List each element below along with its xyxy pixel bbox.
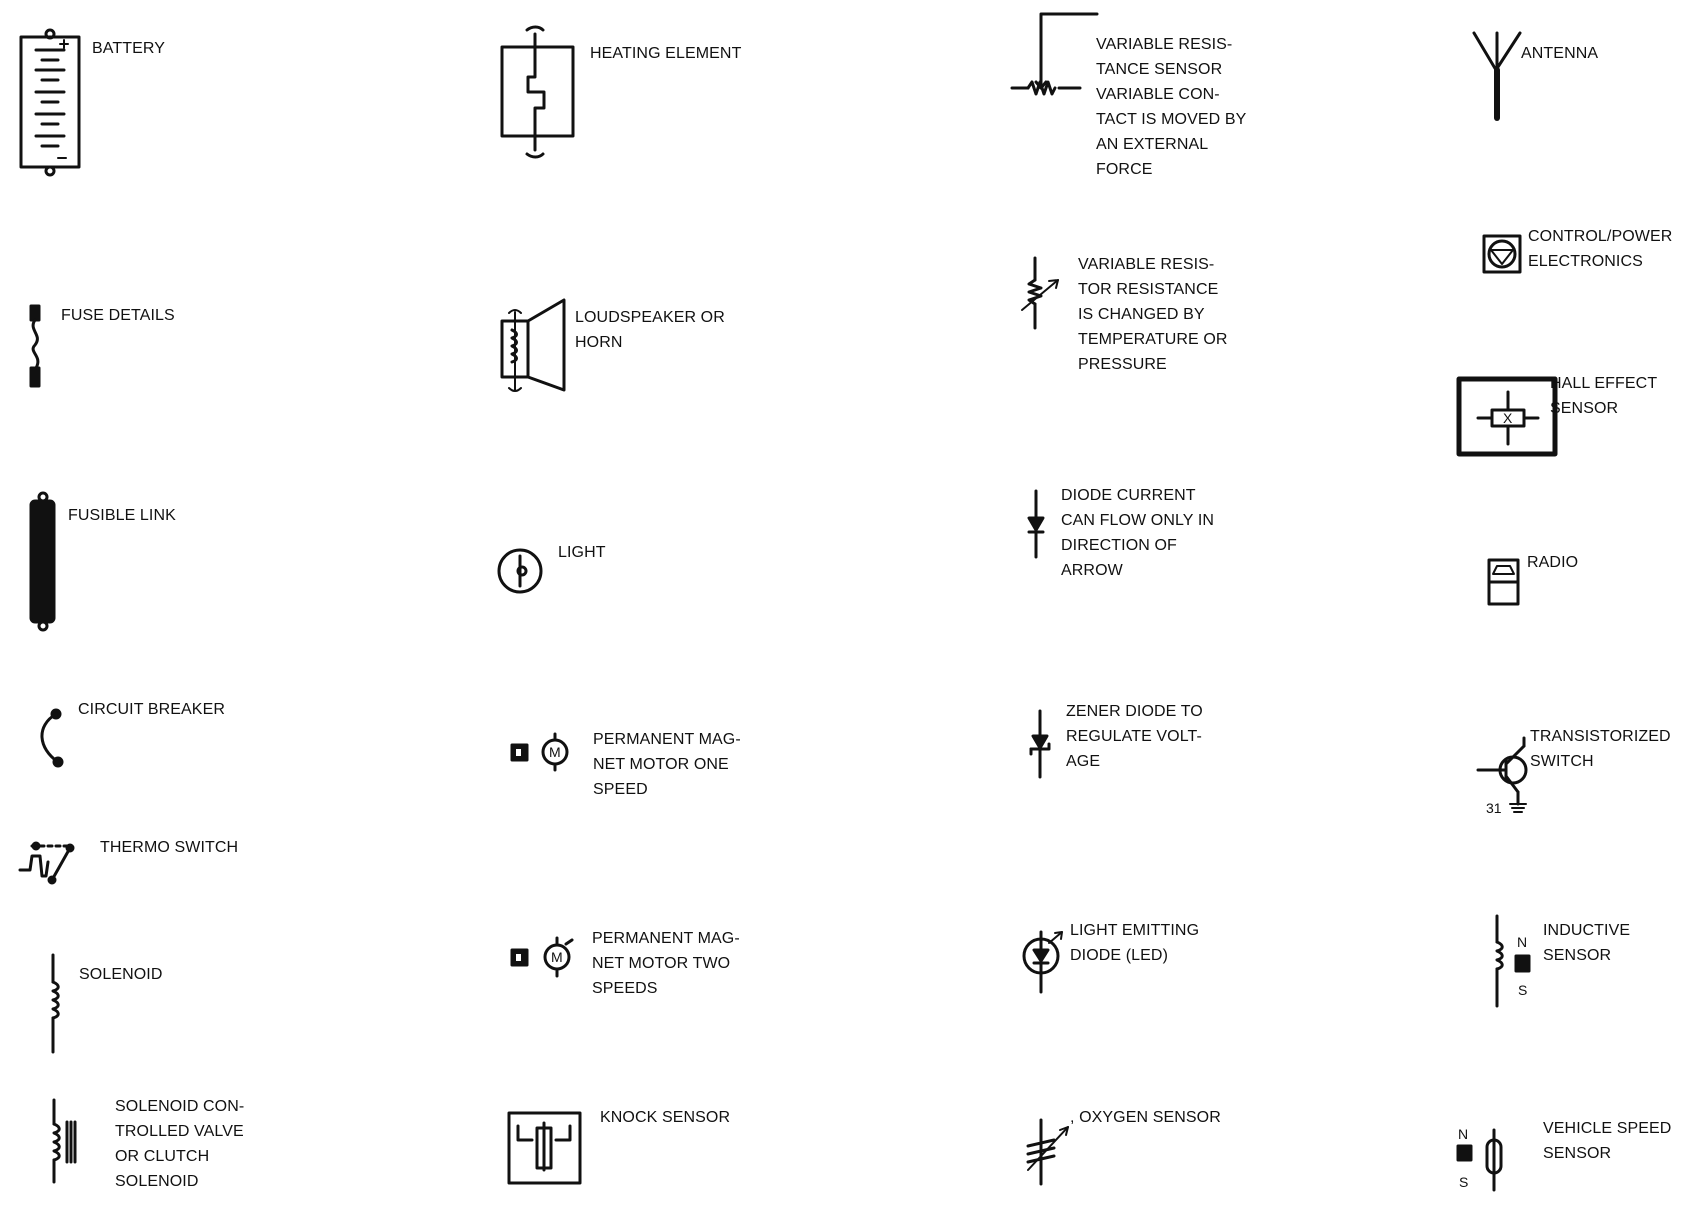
solenoid-symbol bbox=[53, 955, 58, 1052]
inductive-sensor-label: INDUCTIVE SENSOR bbox=[1543, 922, 1631, 964]
transistorized-switch-symbol bbox=[1478, 738, 1526, 816]
inductive-south-label: S bbox=[1518, 982, 1528, 998]
antenna-symbol bbox=[1474, 33, 1520, 118]
ground-terminal-label: 31 bbox=[1486, 800, 1502, 816]
knock-sensor-label: KNOCK SENSOR bbox=[600, 1109, 731, 1126]
light-symbol bbox=[499, 550, 541, 592]
led-label: LIGHT EMITTING DIODE (LED) bbox=[1070, 922, 1200, 964]
diode-symbol bbox=[1029, 491, 1043, 557]
radio-symbol bbox=[1489, 560, 1518, 604]
solenoid-valve-label: SOLENOID CON- TROLLED VALVE OR CLUTCH SOLENOID bbox=[115, 1098, 245, 1190]
transistorized-switch-label: TRANSISTORIZED SWITCH bbox=[1530, 728, 1671, 770]
vss-north-label: N bbox=[1458, 1126, 1469, 1142]
oxygen-sensor-symbol bbox=[1028, 1120, 1068, 1184]
control-power-electronics-symbol bbox=[1484, 236, 1520, 272]
inductive-north-label: N bbox=[1517, 934, 1528, 950]
inductive-sensor-symbol bbox=[1497, 916, 1529, 1006]
light-label: LIGHT bbox=[558, 544, 606, 561]
antenna-label: ANTENNA bbox=[1521, 45, 1599, 62]
thermo-switch-label: THERMO SWITCH bbox=[100, 839, 239, 856]
vss-south-label: S bbox=[1459, 1174, 1469, 1190]
pm-motor-one-speed-label: PERMANENT MAG- NET MOTOR ONE SPEED bbox=[593, 731, 741, 798]
hall-effect-sensor-symbol bbox=[1459, 379, 1555, 454]
hall-letter: X bbox=[1503, 410, 1513, 426]
fusible-link-label: FUSIBLE LINK bbox=[68, 507, 176, 524]
radio-label: RADIO bbox=[1527, 554, 1579, 571]
zener-diode-label: ZENER DIODE TO REGULATE VOLT- AGE bbox=[1066, 703, 1203, 770]
variable-resistance-sensor-symbol bbox=[1012, 14, 1097, 94]
circuit-breaker-symbol bbox=[42, 710, 62, 766]
circuit-breaker-label: CIRCUIT BREAKER bbox=[78, 701, 226, 718]
fusible-link-symbol bbox=[31, 493, 54, 630]
solenoid-valve-symbol bbox=[54, 1100, 75, 1182]
control-power-electronics-label: CONTROL/POWER ELECTRONICS bbox=[1528, 228, 1673, 270]
fuse-details-label: FUSE DETAILS bbox=[61, 307, 175, 324]
knock-sensor-symbol bbox=[509, 1113, 580, 1183]
solenoid-label: SOLENOID bbox=[79, 966, 163, 983]
loudspeaker-label: LOUDSPEAKER OR HORN bbox=[575, 309, 725, 351]
motor-letter-2: M bbox=[551, 949, 563, 965]
zener-diode-symbol bbox=[1031, 711, 1049, 777]
heating-element-symbol bbox=[502, 27, 573, 157]
hall-effect-sensor-label: HALL EFFECT SENSOR bbox=[1550, 375, 1658, 417]
thermo-switch-symbol bbox=[20, 843, 73, 883]
pm-motor-two-speeds-symbol bbox=[512, 938, 572, 976]
fuse-symbol bbox=[31, 306, 39, 386]
variable-resistance-sensor-label: VARIABLE RESIS- TANCE SENSOR VARIABLE CON- TACT IS MOVED BY AN EXTERNAL FORCE bbox=[1096, 36, 1247, 178]
loudspeaker-symbol bbox=[502, 300, 564, 391]
heating-element-label: HEATING ELEMENT bbox=[590, 45, 742, 62]
variable-resistor-symbol bbox=[1022, 258, 1058, 328]
vehicle-speed-sensor-symbol bbox=[1458, 1126, 1501, 1190]
vehicle-speed-sensor-label: VEHICLE SPEED SENSOR bbox=[1543, 1120, 1672, 1162]
led-symbol bbox=[1024, 932, 1062, 992]
motor-letter: M bbox=[549, 744, 561, 760]
pm-motor-two-speeds-label: PERMANENT MAG- NET MOTOR TWO SPEEDS bbox=[592, 930, 740, 997]
pm-motor-one-speed-symbol bbox=[512, 734, 567, 770]
diode-label: DIODE CURRENT CAN FLOW ONLY IN DIRECTION OF ARROW bbox=[1061, 487, 1215, 579]
variable-resistor-label: VARIABLE RESIS- TOR RESISTANCE IS CHANGED BY TEMPERATURE OR PRESSURE bbox=[1078, 256, 1228, 373]
battery-symbol bbox=[21, 30, 79, 175]
oxygen-sensor-label: , OXYGEN SENSOR bbox=[1070, 1109, 1221, 1126]
battery-label: BATTERY bbox=[92, 40, 166, 57]
